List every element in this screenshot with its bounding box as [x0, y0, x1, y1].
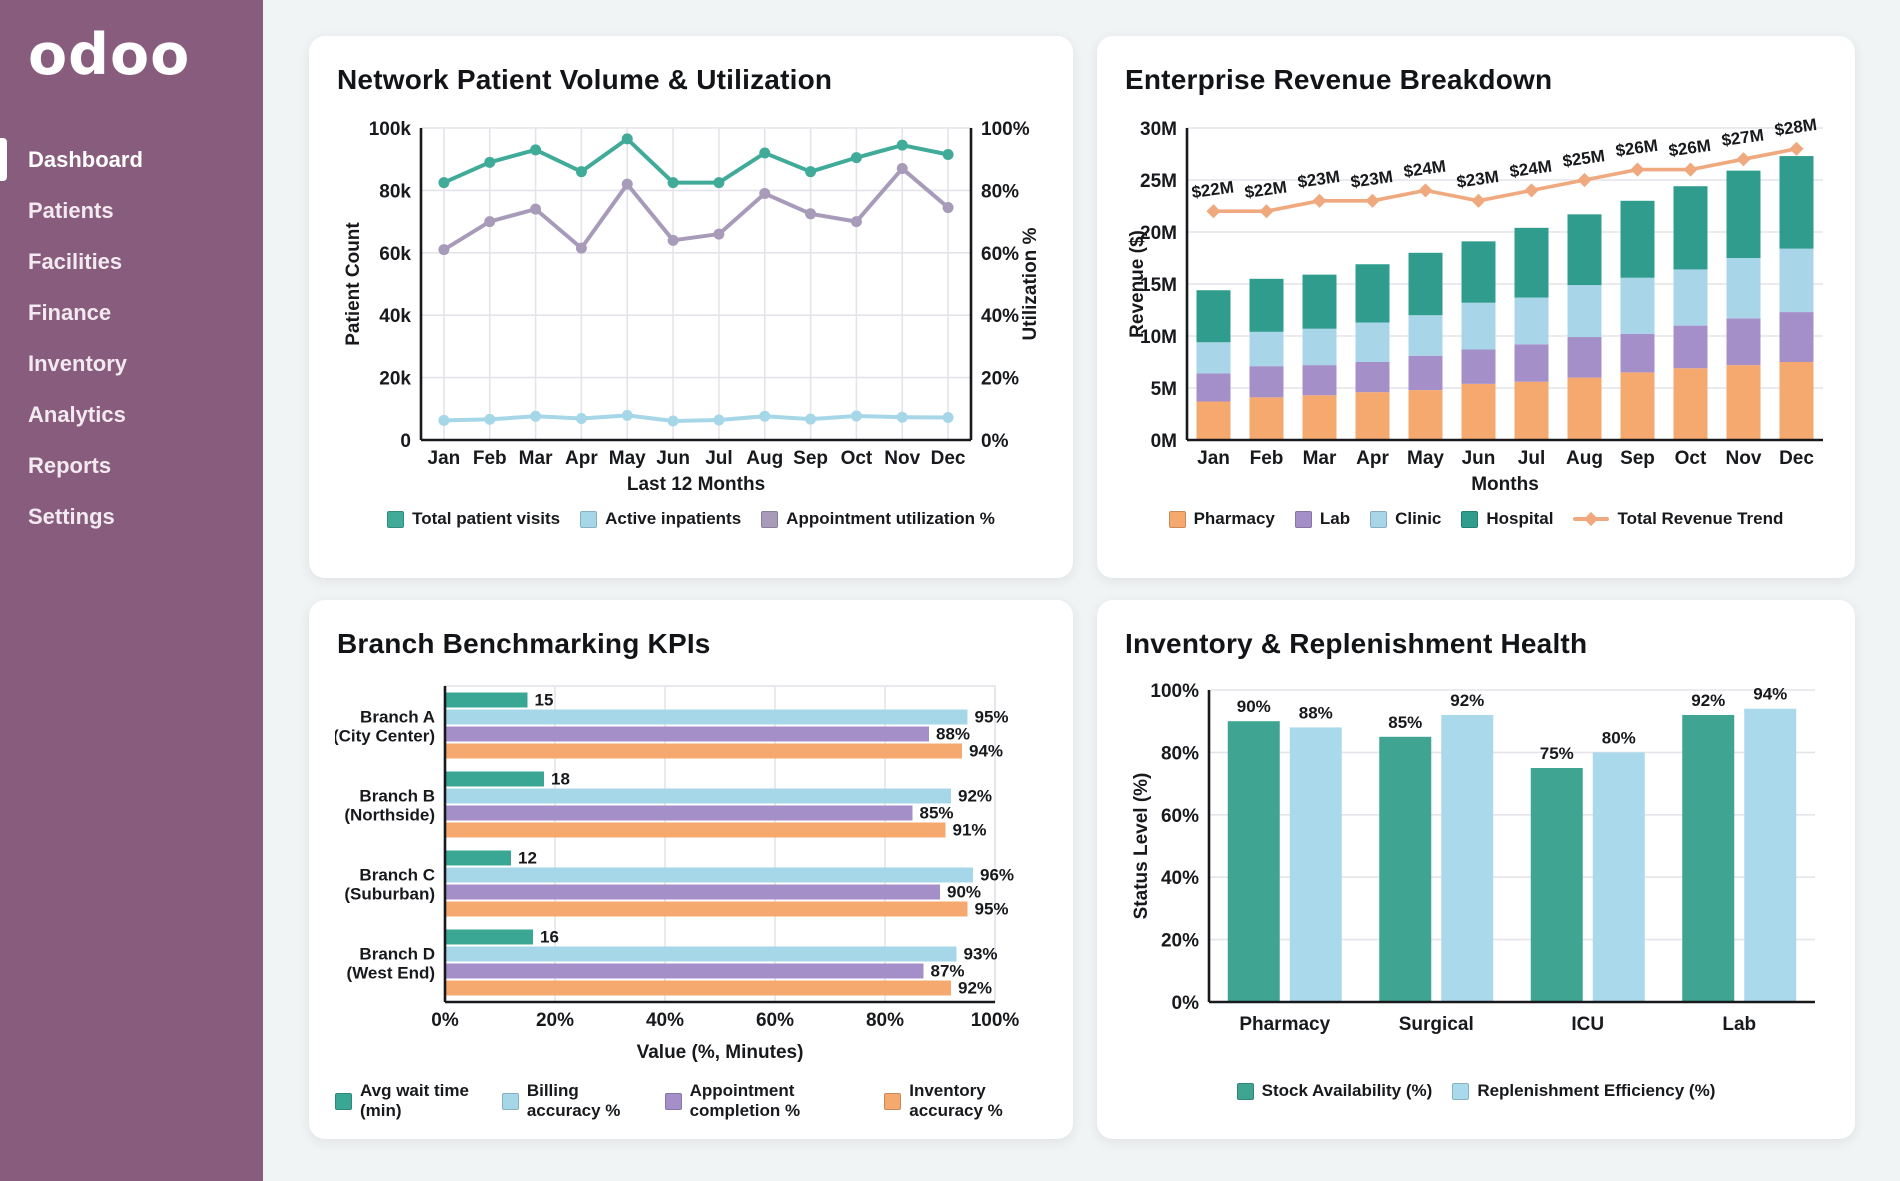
svg-text:Branch C: Branch C [359, 865, 435, 885]
legend-swatch [1452, 1083, 1469, 1100]
svg-text:$22M: $22M [1190, 177, 1236, 203]
svg-text:80k: 80k [379, 181, 411, 203]
svg-text:18: 18 [551, 769, 570, 789]
svg-text:100%: 100% [970, 1010, 1020, 1031]
svg-text:0%: 0% [981, 431, 1009, 452]
inventory-health-legend [1123, 1081, 1829, 1101]
svg-text:92%: 92% [1691, 690, 1726, 710]
svg-text:100k: 100k [368, 119, 411, 140]
legend-item[interactable] [1370, 509, 1441, 529]
svg-text:$28M: $28M [1773, 114, 1819, 140]
svg-text:5M: 5M [1150, 379, 1177, 400]
legend-swatch [1461, 511, 1478, 528]
legend-item[interactable] [580, 509, 741, 529]
legend-item[interactable] [1452, 1081, 1715, 1101]
svg-text:Feb: Feb [1249, 448, 1284, 469]
svg-text:88%: 88% [936, 724, 971, 744]
svg-text:Patient Count: Patient Count [343, 222, 364, 346]
svg-text:Nov: Nov [1725, 448, 1762, 469]
legend-swatch [580, 511, 597, 528]
svg-text:96%: 96% [980, 865, 1015, 885]
legend-item[interactable] [884, 1081, 1047, 1121]
legend-line-swatch [1573, 517, 1609, 521]
svg-text:May: May [608, 448, 646, 469]
svg-text:75%: 75% [1539, 744, 1574, 763]
branch-kpis-legend [335, 1081, 1047, 1121]
svg-text:40k: 40k [379, 306, 411, 328]
patient-volume-legend [335, 509, 1047, 529]
svg-text:Jun: Jun [1461, 448, 1496, 469]
legend-label: Clinic [1395, 509, 1442, 528]
svg-text:0: 0 [400, 431, 411, 452]
legend-swatch [884, 1093, 901, 1110]
legend-swatch [1237, 1083, 1254, 1100]
revenue-breakdown-legend [1123, 509, 1829, 529]
svg-text:Jun: Jun [656, 448, 690, 469]
svg-text:Last 12 Months: Last 12 Months [626, 474, 766, 495]
svg-text:60%: 60% [981, 243, 1020, 265]
legend-label: Total Revenue Trend [1617, 509, 1784, 528]
svg-text:$26M: $26M [1614, 135, 1660, 161]
legend-label: Avg wait time (min) [360, 1081, 469, 1120]
svg-text:Value (%, Minutes): Value (%, Minutes) [636, 1042, 804, 1063]
svg-text:15: 15 [534, 690, 554, 710]
legend-label: Inventory accuracy % [909, 1081, 1003, 1120]
odoo-logo[interactable]: odoo [28, 22, 191, 88]
legend-swatch [335, 1093, 352, 1110]
svg-text:100%: 100% [981, 119, 1030, 140]
svg-text:80%: 80% [1160, 743, 1199, 765]
sidebar-nav [0, 134, 263, 542]
svg-text:85%: 85% [919, 803, 954, 823]
svg-text:Dec: Dec [1779, 448, 1814, 469]
svg-text:92%: 92% [958, 786, 993, 806]
svg-text:Jan: Jan [1197, 448, 1230, 469]
legend-item[interactable] [1237, 1081, 1433, 1101]
legend-item[interactable] [761, 509, 995, 529]
svg-text:Nov: Nov [884, 448, 921, 469]
svg-text:Oct: Oct [1674, 448, 1707, 469]
svg-text:(City Center): (City Center) [335, 726, 435, 746]
card-patient-volume [309, 36, 1073, 578]
svg-text:Apr: Apr [565, 448, 598, 469]
svg-text:20%: 20% [1160, 930, 1199, 952]
svg-text:0%: 0% [1171, 993, 1199, 1014]
svg-text:$23M: $23M [1455, 166, 1501, 192]
chart-title-branch-kpis: Branch Benchmarking KPIs [337, 628, 711, 659]
svg-text:92%: 92% [1450, 690, 1485, 710]
svg-text:Jul: Jul [1517, 448, 1546, 469]
legend-item[interactable] [665, 1081, 865, 1121]
svg-text:Branch B: Branch B [359, 786, 435, 806]
legend-swatch [387, 511, 404, 528]
svg-text:80%: 80% [981, 181, 1020, 203]
revenue-breakdown-chart [1123, 108, 1829, 505]
legend-swatch [761, 511, 778, 528]
legend-item[interactable] [1573, 509, 1783, 529]
legend-label: Billing accuracy % [526, 1081, 621, 1120]
revenue-breakdown-svg [1123, 108, 1829, 500]
svg-text:Sep: Sep [793, 448, 829, 469]
svg-text:30M: 30M [1140, 119, 1177, 140]
svg-text:10M: 10M [1140, 327, 1177, 348]
svg-text:Mar: Mar [518, 448, 553, 469]
legend-item[interactable] [502, 1081, 645, 1121]
svg-text:95%: 95% [974, 707, 1009, 727]
chart-title-inventory-health: Inventory & Replenishment Health [1125, 628, 1588, 659]
legend-label: Total patient visits [412, 509, 561, 528]
svg-text:Aug: Aug [1566, 448, 1603, 469]
card-inventory-health [1097, 600, 1855, 1139]
patient-volume-chart [335, 108, 1047, 505]
legend-swatch [1295, 511, 1312, 528]
svg-text:94%: 94% [969, 741, 1004, 761]
svg-text:Status Level (%): Status Level (%) [1131, 772, 1152, 920]
sidebar-item-dashboard[interactable]: Dashboard [0, 134, 263, 185]
svg-text:(West End): (West End) [346, 963, 435, 983]
legend-label: Lab [1319, 509, 1351, 528]
legend-item[interactable] [335, 1081, 482, 1121]
svg-text:92%: 92% [958, 978, 993, 998]
svg-text:Feb: Feb [472, 448, 507, 469]
svg-text:Jul: Jul [705, 448, 733, 469]
inventory-health-svg [1123, 672, 1829, 1072]
svg-text:94%: 94% [1753, 684, 1788, 704]
sidebar-item-facilities[interactable]: Facilities [28, 249, 123, 274]
svg-text:25M: 25M [1140, 171, 1177, 192]
svg-text:Aug: Aug [746, 448, 784, 469]
card-branch-kpis [309, 600, 1073, 1139]
svg-text:Oct: Oct [840, 448, 873, 469]
svg-text:Months: Months [1471, 474, 1539, 495]
svg-text:85%: 85% [1388, 712, 1423, 732]
svg-text:(Suburban): (Suburban) [344, 884, 435, 904]
legend-swatch [502, 1093, 519, 1110]
svg-text:0M: 0M [1150, 431, 1177, 452]
svg-text:Utilization %: Utilization % [1020, 227, 1041, 341]
sidebar-item-finance[interactable]: Finance [28, 300, 112, 325]
svg-text:90%: 90% [1236, 697, 1271, 717]
legend-item[interactable] [1461, 509, 1553, 529]
svg-text:40%: 40% [981, 306, 1020, 328]
svg-text:Sep: Sep [1620, 448, 1655, 469]
legend-label: Appointment completion % [689, 1081, 801, 1120]
legend-label: Hospital [1486, 509, 1554, 528]
svg-text:May: May [1407, 448, 1444, 469]
svg-text:40%: 40% [1160, 868, 1199, 890]
svg-text:93%: 93% [963, 944, 998, 964]
sidebar-item-settings[interactable]: Settings [28, 504, 115, 529]
legend-swatch [1169, 511, 1186, 528]
svg-text:20M: 20M [1140, 223, 1177, 244]
svg-text:$22M: $22M [1243, 177, 1289, 203]
svg-text:91%: 91% [952, 820, 987, 840]
svg-text:87%: 87% [930, 961, 965, 981]
legend-swatch [665, 1093, 682, 1110]
svg-text:100%: 100% [1150, 681, 1199, 702]
svg-text:Mar: Mar [1302, 448, 1337, 469]
inventory-health-chart [1123, 672, 1829, 1077]
chart-title-revenue-breakdown: Enterprise Revenue Breakdown [1125, 64, 1553, 95]
legend-item[interactable] [1295, 509, 1350, 529]
svg-text:Branch A: Branch A [360, 707, 435, 727]
svg-text:$23M: $23M [1349, 166, 1395, 192]
svg-text:Pharmacy: Pharmacy [1239, 1014, 1331, 1035]
svg-text:12: 12 [518, 848, 537, 868]
svg-text:0%: 0% [431, 1010, 459, 1031]
svg-text:20%: 20% [981, 368, 1020, 390]
svg-text:20k: 20k [379, 368, 411, 390]
sidebar-item-reports[interactable]: Reports [28, 453, 112, 478]
svg-text:80%: 80% [1601, 728, 1636, 748]
svg-text:Revenue ($): Revenue ($) [1127, 230, 1148, 338]
card-revenue-breakdown [1097, 36, 1855, 578]
legend-label: Active inpatients [605, 509, 742, 528]
svg-text:ICU: ICU [1571, 1014, 1605, 1035]
svg-text:Jan: Jan [427, 448, 461, 469]
svg-text:$27M: $27M [1720, 125, 1766, 151]
svg-text:90%: 90% [947, 882, 982, 902]
sidebar-item-patients[interactable]: Patients [28, 198, 114, 223]
branch-kpis-svg [335, 672, 1047, 1072]
legend-label: Pharmacy [1193, 509, 1275, 528]
chart-title-patient-volume: Network Patient Volume & Utilization [337, 64, 833, 95]
legend-label: Appointment utilization % [786, 509, 995, 528]
sidebar [0, 0, 263, 1181]
svg-text:$26M: $26M [1667, 135, 1713, 161]
svg-text:40%: 40% [645, 1010, 685, 1031]
svg-text:(Northside): (Northside) [344, 805, 435, 825]
svg-text:15M: 15M [1140, 275, 1177, 296]
svg-text:$25M: $25M [1561, 146, 1607, 171]
svg-text:$23M: $23M [1296, 166, 1342, 192]
svg-text:60%: 60% [755, 1010, 795, 1031]
svg-text:Apr: Apr [1356, 448, 1389, 469]
legend-item[interactable] [387, 509, 560, 529]
svg-text:60k: 60k [379, 243, 411, 265]
legend-label: Replenishment Efficiency (%) [1477, 1081, 1716, 1100]
svg-text:60%: 60% [1160, 805, 1199, 827]
svg-text:16: 16 [540, 927, 559, 947]
patient-volume-svg [335, 108, 1047, 500]
svg-text:80%: 80% [865, 1010, 905, 1031]
dashboard-grid [263, 0, 1900, 1181]
svg-text:95%: 95% [974, 899, 1009, 919]
svg-text:Branch D: Branch D [359, 944, 435, 964]
svg-text:$24M: $24M [1402, 156, 1448, 182]
legend-item[interactable] [1169, 509, 1275, 529]
svg-text:Surgical: Surgical [1398, 1014, 1474, 1035]
legend-swatch [1370, 511, 1387, 528]
branch-kpis-chart [335, 672, 1047, 1077]
svg-text:$24M: $24M [1508, 156, 1554, 182]
sidebar-item-analytics[interactable]: Analytics [28, 402, 126, 427]
svg-text:20%: 20% [535, 1010, 575, 1031]
svg-text:Dec: Dec [930, 448, 966, 469]
sidebar-item-inventory[interactable]: Inventory [28, 351, 128, 376]
legend-label: Stock Availability (%) [1261, 1081, 1433, 1100]
svg-text:88%: 88% [1298, 703, 1333, 723]
svg-text:Lab: Lab [1722, 1014, 1757, 1035]
